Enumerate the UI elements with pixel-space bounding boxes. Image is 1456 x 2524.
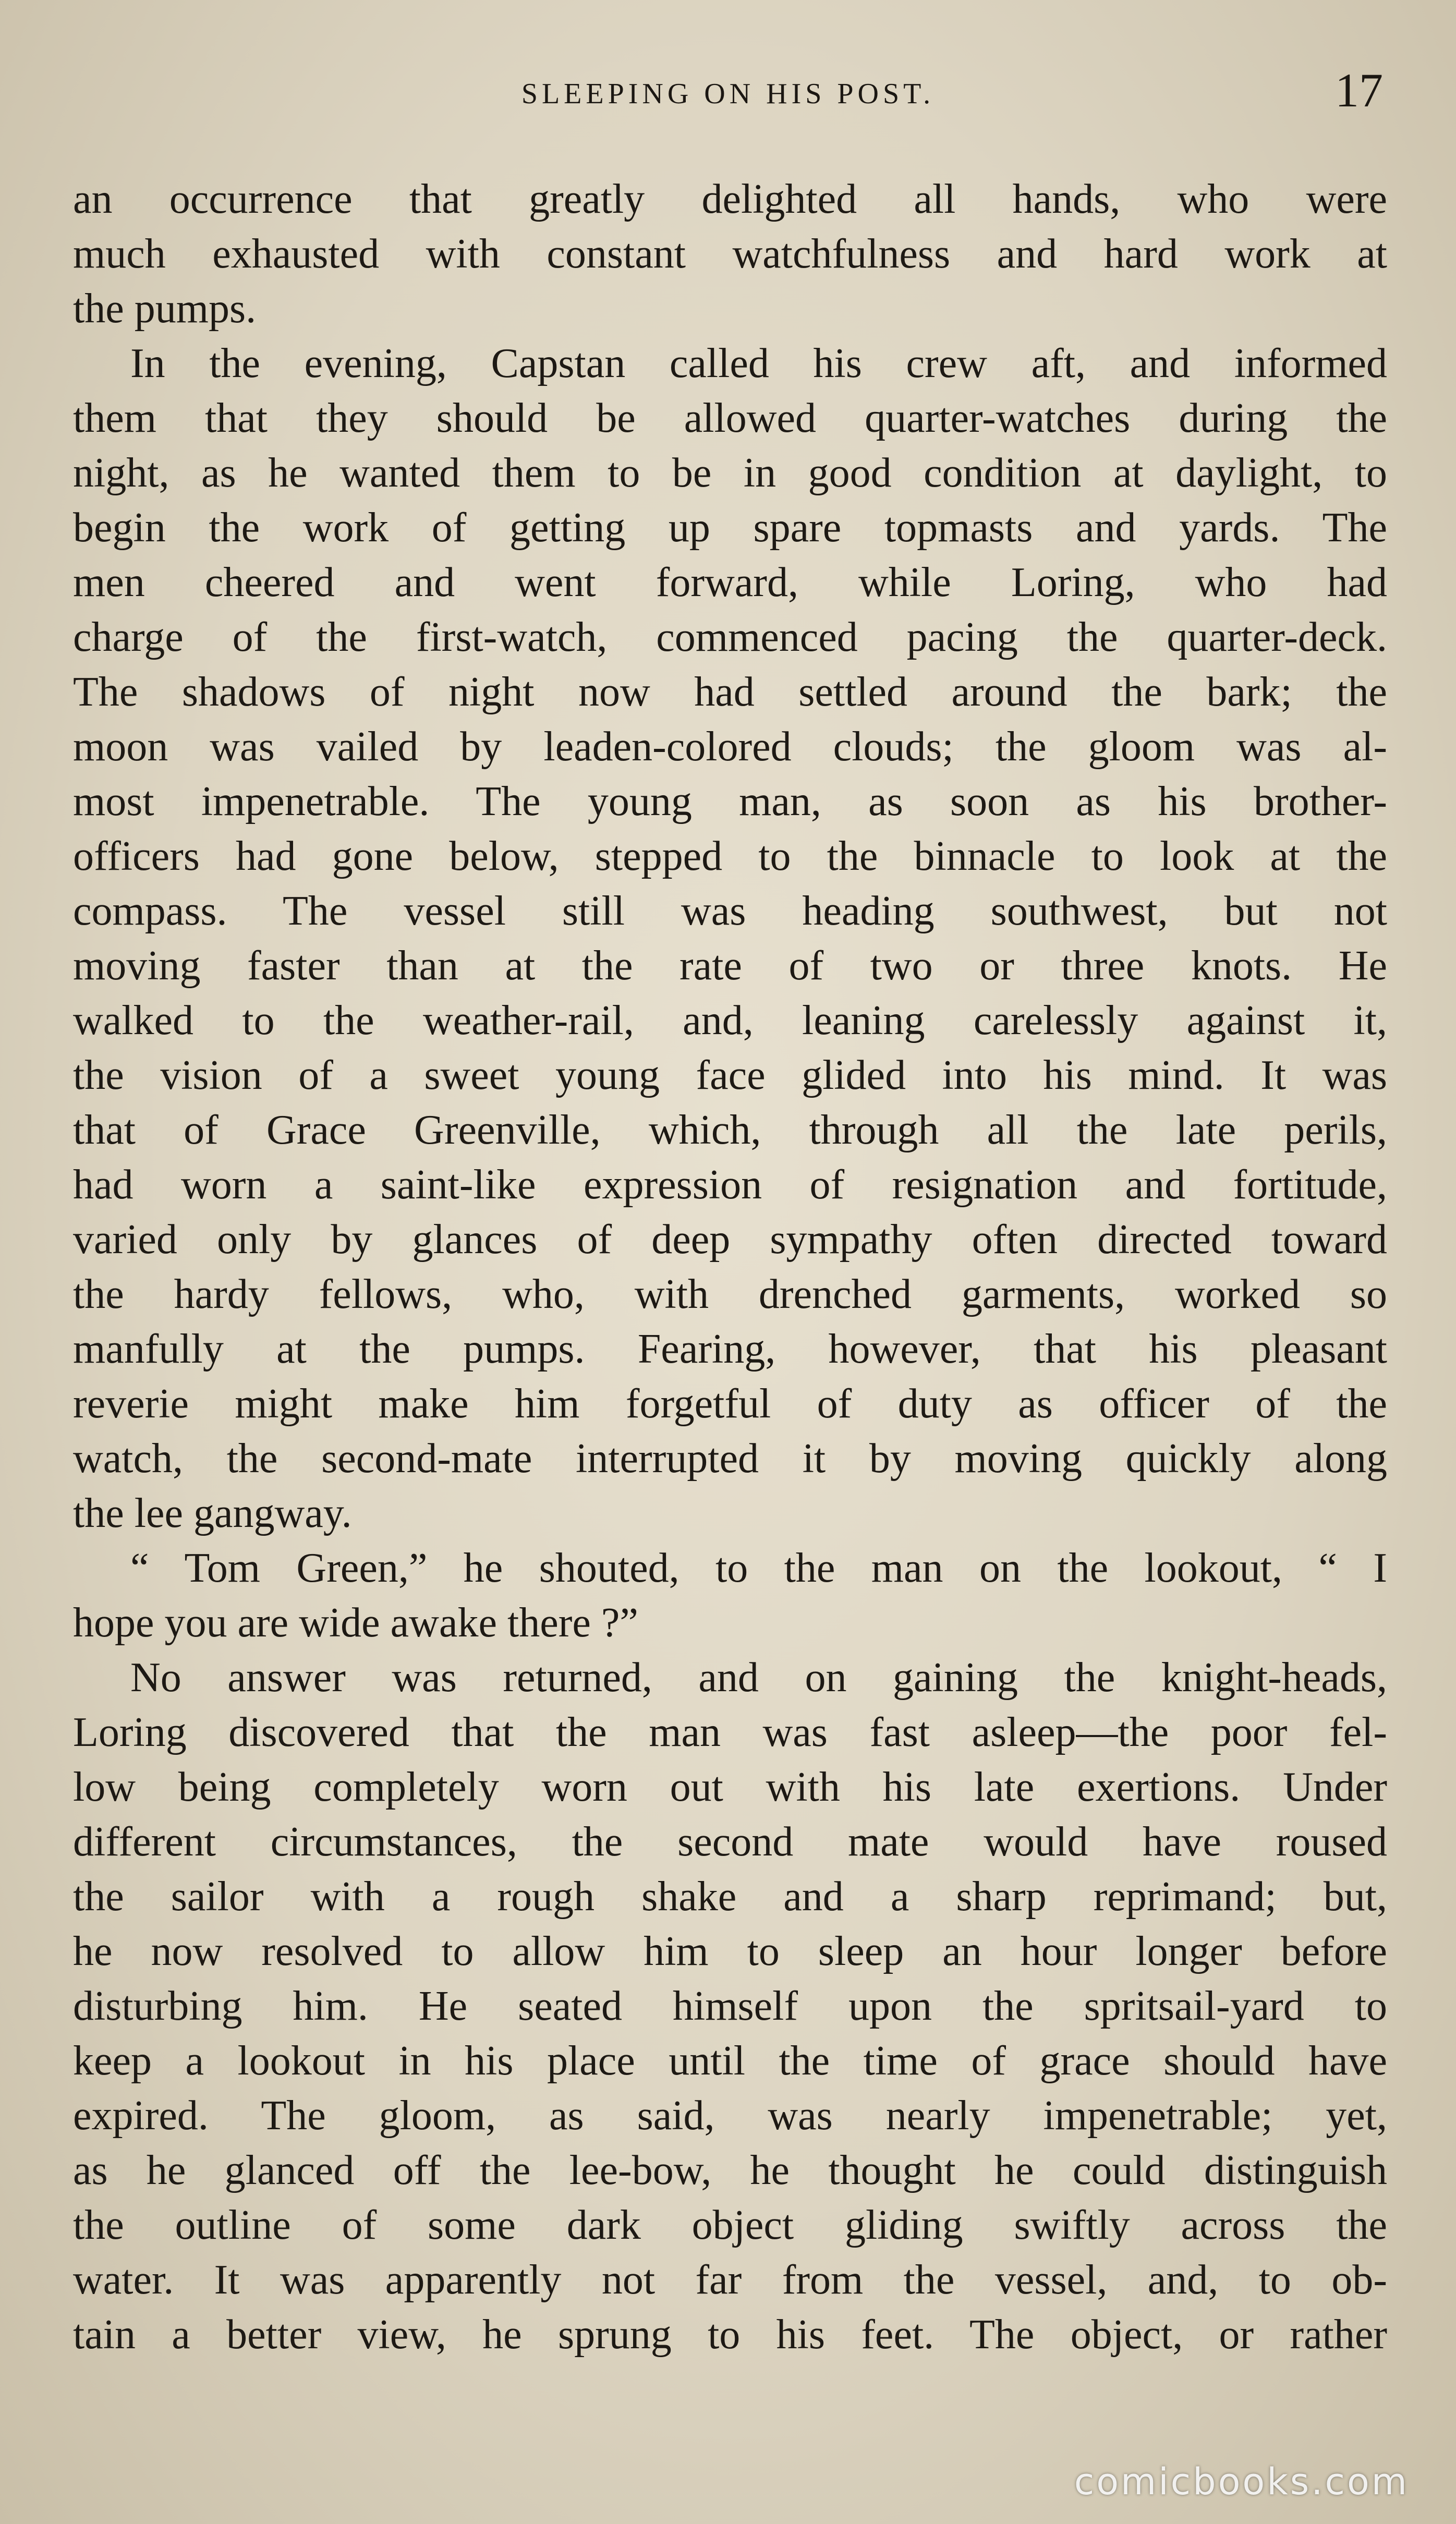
text-line: Loring discovered that the man was fast asleep—the poor fel-	[73, 1709, 1387, 1755]
text-line: an occurrence that greatly delighted all hands, who were	[73, 176, 1387, 222]
text-line: moving faster than at the rate of two or three knots. He	[73, 943, 1387, 989]
text-line: as he glanced off the lee-bow, he thought he could distinguish	[73, 2147, 1387, 2193]
page-number: 17	[1335, 64, 1383, 117]
running-head: SLEEPING ON HIS POST.	[521, 78, 935, 110]
text-line: No answer was returned, and on gaining the knight-heads,	[130, 1655, 1387, 1701]
text-line: keep a lookout in his place until the time of grace should have	[73, 2038, 1387, 2084]
watermark: comicbooks.com	[1074, 2460, 1409, 2503]
text-line: walked to the weather-rail, and, leaning carelessly against it,	[73, 998, 1387, 1043]
text-line: different circumstances, the second mate would have roused	[73, 1819, 1387, 1865]
text-line: reverie might make him forgetful of duty as officer of the	[73, 1381, 1387, 1427]
text-line: the hardy fellows, who, with drenched garments, worked so	[73, 1271, 1387, 1317]
text-line: hope you are wide awake there ?”	[73, 1600, 638, 1646]
text-line: men cheered and went forward, while Loring, who had	[73, 560, 1387, 605]
text-line: the lee gangway.	[73, 1490, 352, 1536]
text-line: manfully at the pumps. Fearing, however, that his pleasant	[73, 1326, 1387, 1372]
text-line: moon was vailed by leaden-colored clouds; the gloom was al-	[73, 724, 1387, 770]
text-line: expired. The gloom, as said, was nearly impenetrable; yet,	[73, 2093, 1387, 2139]
text-line: compass. The vessel still was heading southwest, but not	[73, 888, 1387, 934]
text-line: the vision of a sweet young face glided into his mind. It was	[73, 1052, 1387, 1098]
text-line: varied only by glances of deep sympathy often directed toward	[73, 1217, 1387, 1263]
text-line: the pumps.	[73, 286, 257, 332]
text-line: In the evening, Capstan called his crew aft, and informed	[130, 341, 1387, 386]
page-header	[0, 52, 1456, 136]
text-line: much exhausted with constant watchfulness and hard work at	[73, 231, 1387, 277]
text-line: most impenetrable. The young man, as soon as his brother-	[73, 779, 1387, 824]
text-line: officers had gone below, stepped to the binnacle to look at the	[73, 833, 1387, 879]
text-line: “ Tom Green,” he shouted, to the man on the lookout, “ I	[130, 1545, 1387, 1591]
text-line: the outline of some dark object gliding swiftly across the	[73, 2202, 1387, 2248]
text-line: disturbing him. He seated himself upon the spritsail-yard to	[73, 1983, 1387, 2029]
text-line: the sailor with a rough shake and a sharp reprimand; but,	[73, 1874, 1387, 1920]
text-line: charge of the first-watch, commenced pacing the quarter-deck.	[73, 614, 1387, 660]
text-line: The shadows of night now had settled around the bark; the	[73, 669, 1387, 715]
text-line: them that they should be allowed quarter-watches during the	[73, 395, 1387, 441]
text-line: low being completely worn out with his late exertions. Under	[73, 1764, 1387, 1810]
text-line: he now resolved to allow him to sleep an hour longer before	[73, 1928, 1387, 1974]
text-line: water. It was apparently not far from the vessel, and, to ob-	[73, 2257, 1387, 2303]
body-text	[73, 172, 1387, 2362]
text-line: begin the work of getting up spare topmasts and yards. The	[73, 505, 1387, 551]
text-line: that of Grace Greenville, which, through all the late perils,	[73, 1107, 1387, 1153]
text-line: had worn a saint-like expression of resignation and fortitude,	[73, 1162, 1387, 1208]
text-line: night, as he wanted them to be in good condition at daylight, to	[73, 450, 1387, 496]
text-line: tain a better view, he sprung to his feet. The object, or rather	[73, 2312, 1387, 2358]
text-line: watch, the second-mate interrupted it by moving quickly along	[73, 1436, 1387, 1482]
